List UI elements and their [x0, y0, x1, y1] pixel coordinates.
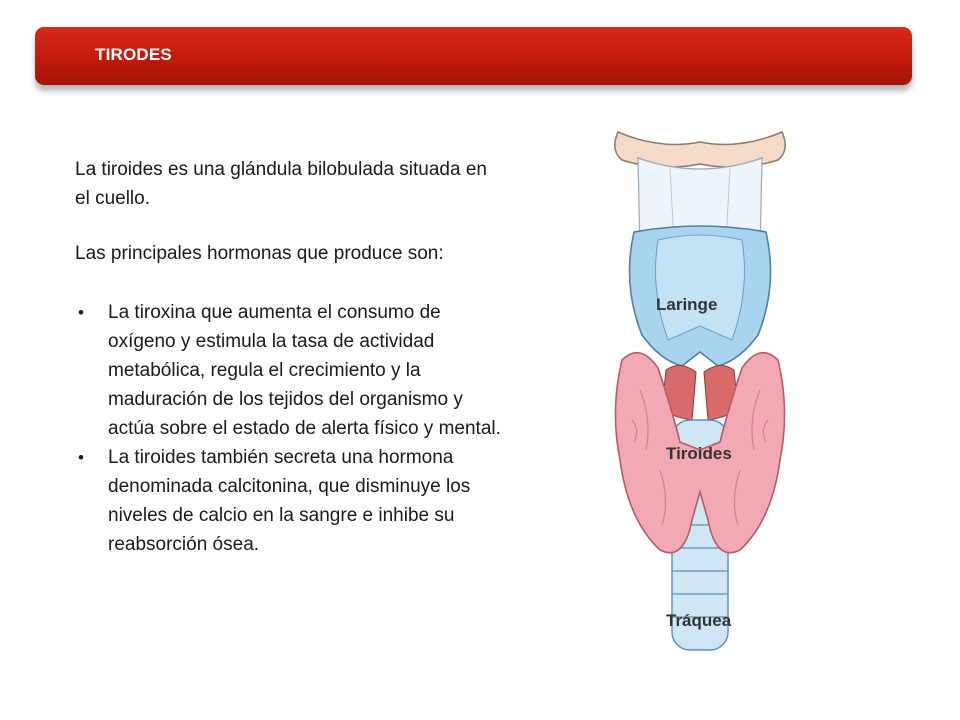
bullet-text-calcitonin: La tiroides también secreta una hormona denominada calcitonina, que disminuye los niveles de calcio en la sangre e inhibe su reabsorción ósea.	[108, 447, 471, 555]
slide-title: TIRODES	[95, 45, 172, 64]
list-item	[75, 443, 505, 559]
hormones-paragraph: Las principales hormonas que produce son:	[75, 243, 444, 264]
label-trachea: Tráquea	[666, 611, 732, 630]
thyroid-anatomy-illustration	[600, 120, 800, 660]
cricothyroid-muscles	[662, 365, 738, 420]
bullet-icon: •	[78, 448, 84, 467]
list-item	[75, 298, 505, 443]
intro-paragraph: La tiroides es una glándula bilobulada situada en el cuello.	[75, 159, 487, 209]
bullet-text-thyroxine: La tiroxina que aumenta el consumo de oxígeno y estimula la tasa de actividad metabólica, regula el crecimiento y la maduración de los tejidos del organismo y actúa sobre el estado de alerta físico y mental.	[108, 302, 501, 439]
hormone-list	[75, 298, 505, 559]
label-thyroid: Tiroides	[666, 444, 732, 463]
label-larynx: Laringe	[656, 295, 718, 314]
bullet-icon: •	[78, 303, 84, 322]
body-text	[75, 155, 505, 559]
